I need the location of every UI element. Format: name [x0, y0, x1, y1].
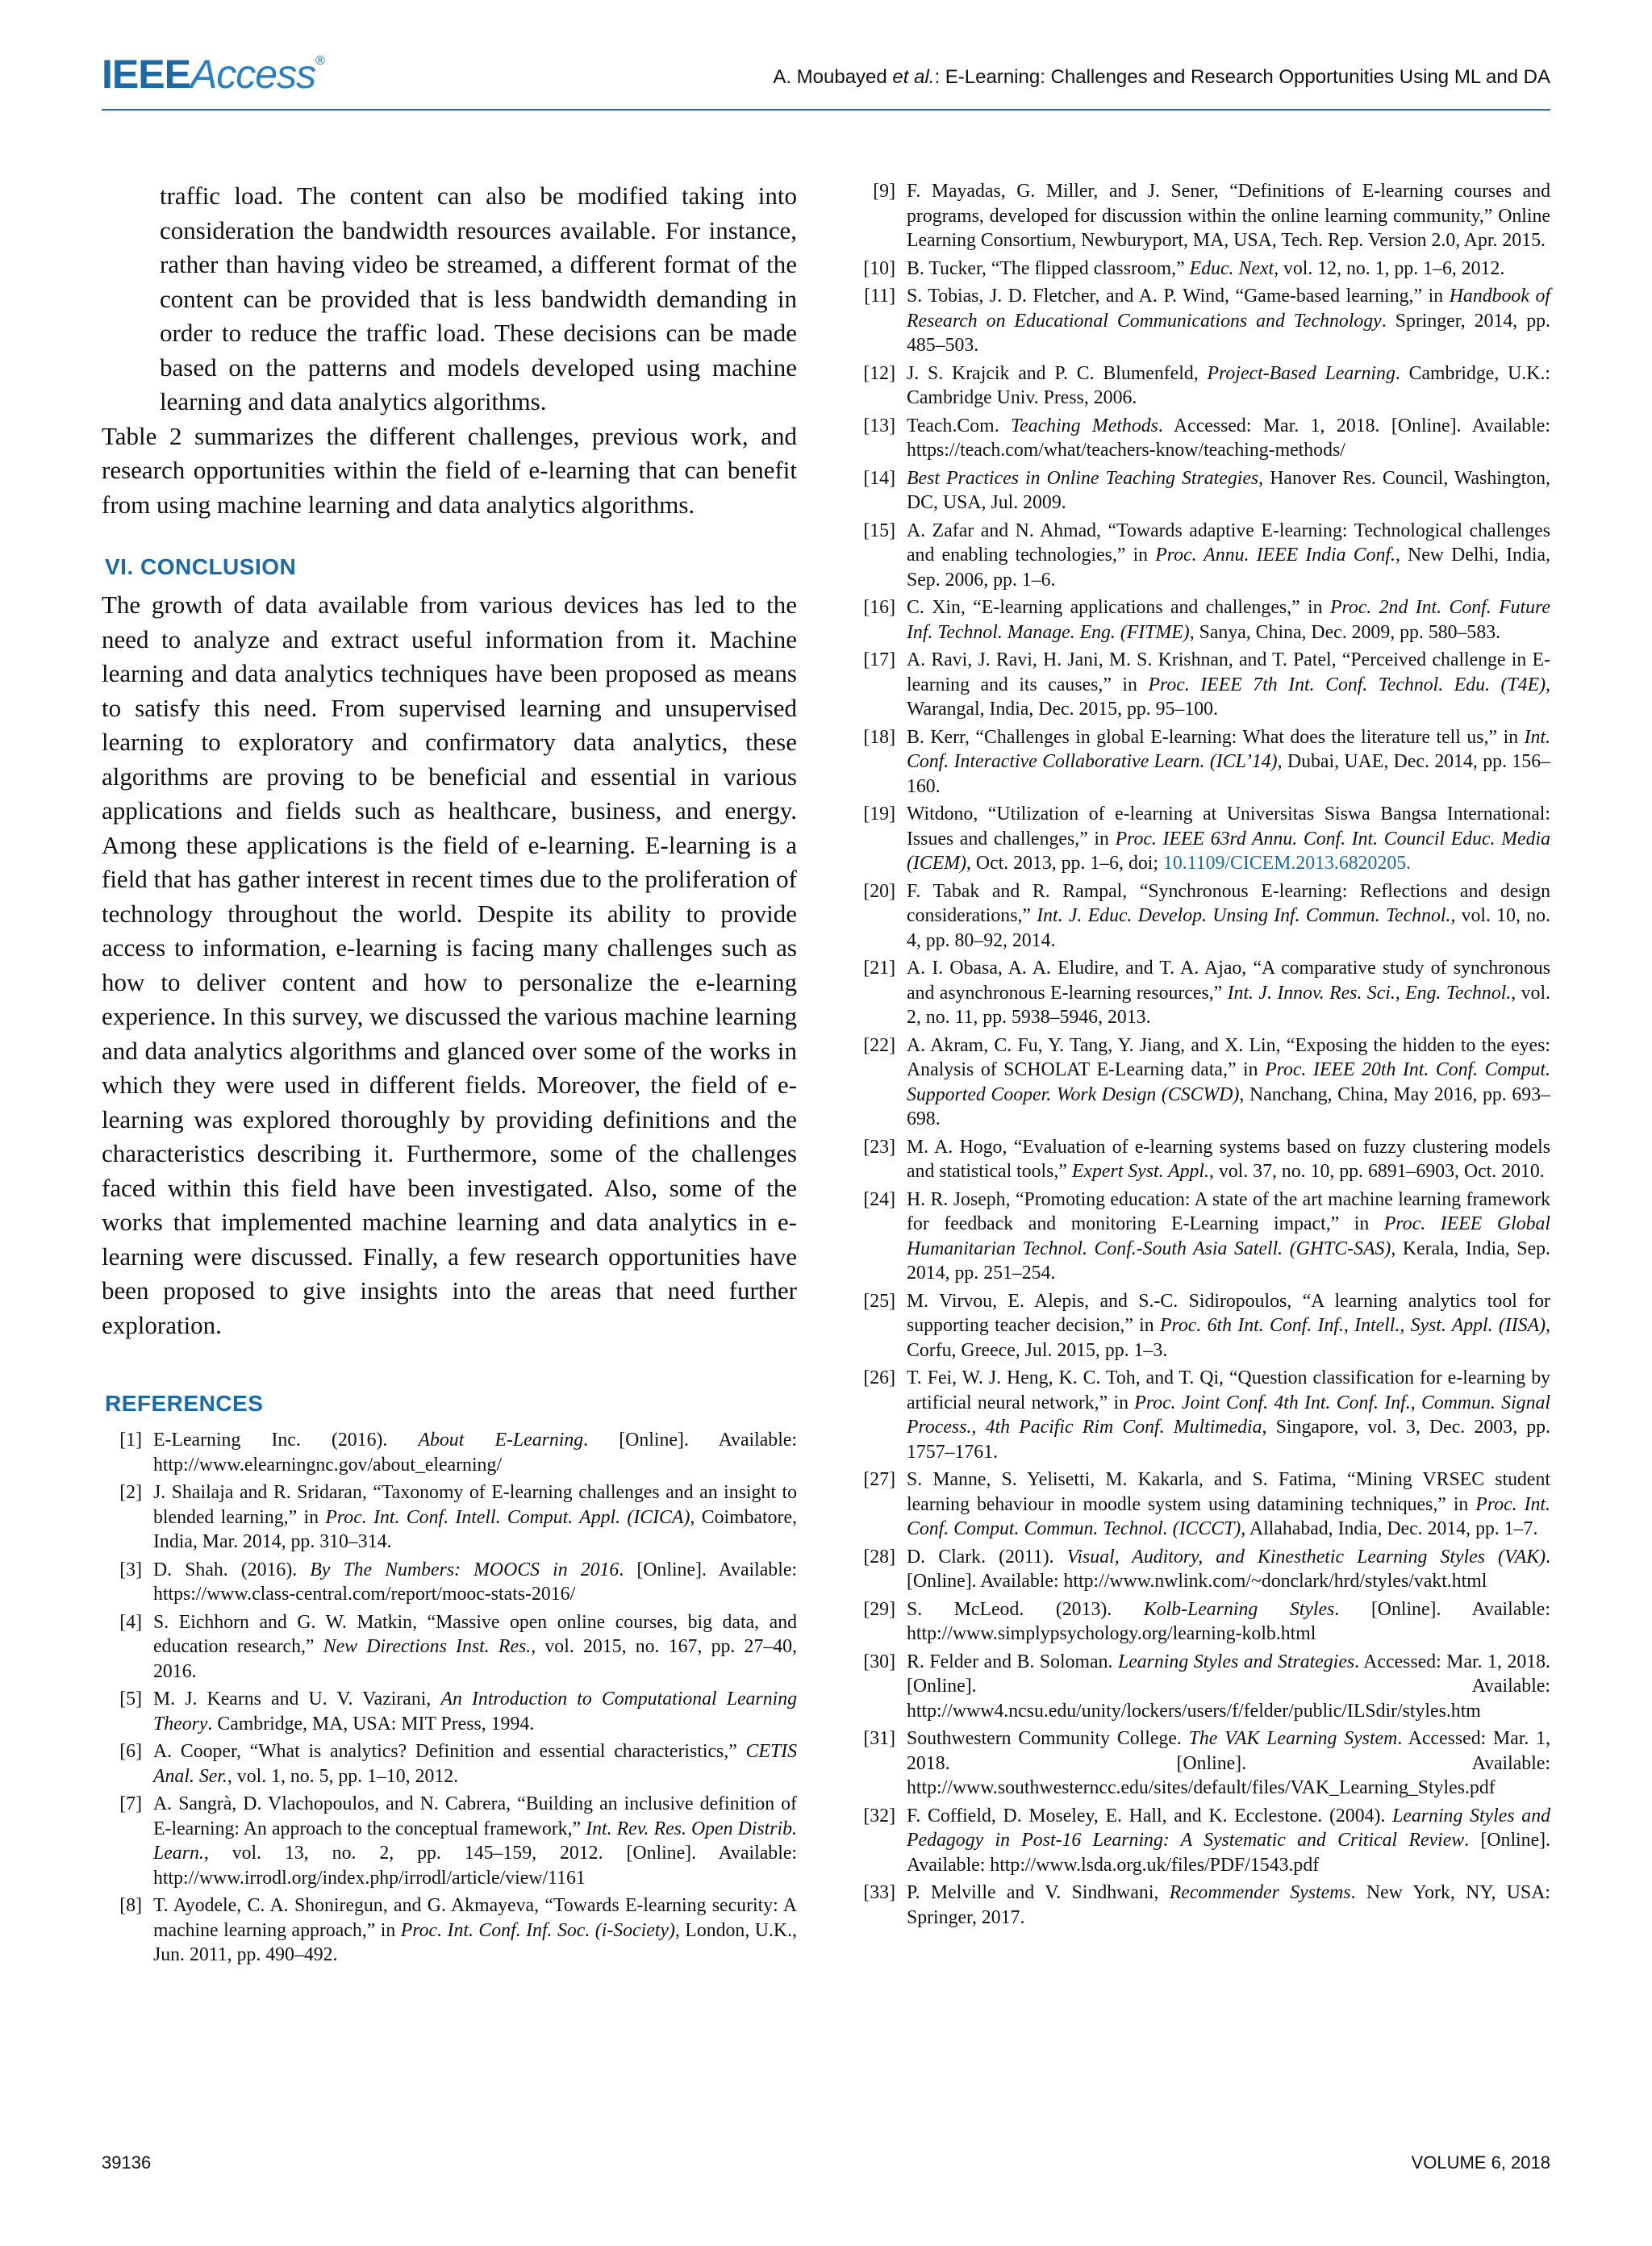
- header-rule: [102, 109, 1550, 111]
- reference-number: [24]: [863, 1188, 895, 1210]
- reference-venue: Proc. IEEE 7th Int. Conf. Technol. Edu. (T4E): [1148, 674, 1546, 695]
- reference-text: [907, 179, 1550, 253]
- reference-item: [102, 1739, 797, 1789]
- reference-text: [153, 1558, 797, 1607]
- reference-segment: Southwestern Community College.: [907, 1728, 1189, 1749]
- reference-item: [855, 1650, 1550, 1724]
- reference-item: [855, 879, 1550, 954]
- reference-text: [153, 1792, 797, 1890]
- reference-text: [907, 519, 1550, 593]
- reference-number: [18]: [863, 726, 895, 748]
- reference-venue: Expert Syst. Appl.: [1071, 1161, 1209, 1182]
- reference-number: [7]: [119, 1793, 142, 1814]
- reference-number: [15]: [863, 520, 895, 541]
- reference-item: [855, 595, 1550, 645]
- reference-item: [102, 1687, 797, 1736]
- reference-venue: Proc. 6th Int. Conf. Inf., Intell., Syst. Appl. (IISA): [1160, 1315, 1546, 1336]
- reference-segment: , Dubai, UAE, Dec. 2014, pp. 156–160.: [907, 751, 1551, 797]
- reference-item: [855, 1726, 1550, 1801]
- reference-text: [153, 1739, 797, 1789]
- reference-segment: Teach.Com.: [907, 415, 1012, 436]
- reference-venue: The VAK Learning System: [1188, 1728, 1398, 1749]
- reference-item: [855, 1188, 1550, 1286]
- reference-segment: . [Online]. Available: http://www.simplypsychology.org/learning-kolb.html: [907, 1598, 1550, 1644]
- reference-segment: , Oct. 2013, pp. 1–6, doi;: [966, 853, 1163, 874]
- reference-segment: A. Cooper, “What is analytics? Definition and essential characteristics,”: [153, 1741, 746, 1762]
- reference-venue: Learning Styles and Strategies: [1117, 1651, 1355, 1672]
- reference-segment: . New York, NY, USA: Springer, 2017.: [907, 1882, 1551, 1928]
- reference-segment: , Coimbatore, India, Mar. 2014, pp. 310–314.: [153, 1506, 797, 1552]
- reference-segment: E-Learning Inc. (2016).: [153, 1430, 419, 1451]
- reference-number: [5]: [119, 1689, 142, 1710]
- reference-venue: Int. Conf. Interactive Collaborative Learn. (ICL’14): [907, 726, 1550, 772]
- reference-text: [907, 1467, 1550, 1542]
- reference-text: [153, 1428, 797, 1477]
- reference-text: [907, 257, 1550, 282]
- reference-text: [907, 1545, 1550, 1594]
- reference-segment: B. Kerr, “Challenges in global E-learning: What does the literature tell us,” in: [907, 726, 1525, 748]
- reference-text: [153, 1480, 797, 1555]
- ieee-access-logo: [102, 50, 324, 98]
- reference-venue: Proc. IEEE Global Humanitarian Technol. Conf.-South Asia Satell. (GHTC-SAS): [907, 1213, 1550, 1259]
- reference-number: [2]: [119, 1482, 142, 1503]
- reference-number: [27]: [863, 1469, 895, 1490]
- reference-segment: , Nanchang, China, May 2016, pp. 693–698.: [907, 1083, 1550, 1129]
- reference-item: [855, 802, 1550, 876]
- reference-segment: A. Akram, C. Fu, Y. Tang, Y. Jiang, and X. Lin, “Exposing the hidden to the eyes: Analysis of SCHOLAT E-Learning data,” in: [907, 1034, 1550, 1080]
- reference-segment: H. R. Joseph, “Promoting education: A state of the art machine learning framework for feedback and monitoring E-Learning impact,” in: [907, 1188, 1550, 1234]
- reference-number: [19]: [863, 804, 895, 825]
- reference-number: [1]: [119, 1430, 142, 1451]
- reference-segment: , vol. 2015, no. 167, pp. 27–40, 2016.: [153, 1636, 798, 1682]
- reference-number: [4]: [119, 1611, 142, 1633]
- reference-text: [907, 466, 1550, 516]
- reference-item: [855, 284, 1550, 358]
- volume-label: VOLUME 6, 2018: [1411, 2152, 1550, 2173]
- references-heading: REFERENCES: [105, 1391, 264, 1416]
- reference-segment: , Kerala, India, Sep. 2014, pp. 251–254.: [907, 1238, 1550, 1284]
- reference-segment: M. J. Kearns and U. V. Vazirani,: [153, 1689, 441, 1710]
- reference-segment: B. Tucker, “The flipped classroom,”: [907, 257, 1190, 279]
- reference-segment: Witdono, “Utilization of e-learning at Universitas Siswa Bangsa International: Issues and challenges,” in: [907, 804, 1550, 850]
- reference-segment: S. Tobias, J. D. Fletcher, and A. P. Wind, “Game-based learning,” in: [907, 286, 1450, 307]
- reference-venue: Handbook of Research on Educational Communications and Technology: [907, 286, 1550, 332]
- reference-text: [907, 595, 1550, 645]
- reference-number: [13]: [863, 415, 895, 436]
- reference-item: [855, 648, 1550, 722]
- reference-venue: Proc. Joint Conf. 4th Int. Conf. Inf., Commun. Signal Process., 4th Pacific Rim Conf. Multimedia: [907, 1392, 1550, 1438]
- reference-venue: Teaching Methods: [1011, 415, 1158, 436]
- reference-segment: M. A. Hogo, “Evaluation of e-learning systems based on fuzzy clustering models and statistical tools,”: [907, 1136, 1550, 1182]
- reference-venue: Proc. Int. Conf. Comput. Commun. Technol. (ICCCT): [907, 1493, 1550, 1539]
- reference-venue: Proc. 2nd Int. Conf. Future Inf. Technol. Manage. Eng. (FITME): [907, 597, 1550, 643]
- reference-item: [855, 519, 1550, 593]
- reference-venue: Learning Styles and Pedagogy in Post-16 Learning: A Systematic and Critical Review: [907, 1805, 1550, 1851]
- page-number: 39136: [102, 2152, 152, 2173]
- reference-segment: J. S. Krajcik and P. C. Blumenfeld,: [907, 362, 1208, 384]
- reference-item: [102, 1792, 797, 1890]
- reference-number: [12]: [863, 362, 895, 384]
- reference-venue: Int. J. Educ. Develop. Unsing Inf. Commun. Technol.: [1037, 905, 1451, 926]
- reference-number: [8]: [119, 1895, 142, 1916]
- reference-segment: F. Coffield, D. Moseley, E. Hall, and K. Ecclestone. (2004).: [907, 1805, 1393, 1826]
- reference-segment: M. Virvou, E. Alepis, and S.-C. Sidiropoulos, “A learning analytics tool for supporting teacher decision,” in: [907, 1290, 1550, 1336]
- reference-text: [907, 1033, 1550, 1132]
- reference-segment: . [Online]. Available: http://www.nwlink.com/~donclark/hrd/styles/vakt.html: [907, 1546, 1551, 1592]
- reference-segment: A. I. Obasa, A. A. Eludire, and T. A. Ajao, “A comparative study of synchronous and asynchronous E-learning resources,”: [907, 958, 1550, 1004]
- reference-venue: Best Practices in Online Teaching Strategies: [907, 467, 1259, 489]
- continued-paragraph: traffic load. The content can also be modified taking into consideration the bandwidth resources available. For instance, rather than having video be streamed, a different format of the content can be provided that is less bandwidth demanding in order to reduce the traffic load. These decisions can be made based on the patterns and models developed using machine learning and data analytics algorithms.: [160, 182, 797, 415]
- reference-segment: . [Online]. Available: https://www.class-central.com/report/mooc-stats-2016/: [153, 1559, 797, 1605]
- reference-venue: Proc. IEEE 63rd Annu. Conf. Int. Council Educ. Media (ICEM): [907, 828, 1550, 874]
- reference-segment: S. McLeod. (2013).: [907, 1598, 1144, 1620]
- reference-number: [20]: [863, 880, 895, 902]
- reference-number: [22]: [863, 1034, 895, 1056]
- reference-segment: , Allahabad, India, Dec. 2014, pp. 1–7.: [1241, 1518, 1538, 1539]
- reference-segment: R. Felder and B. Soloman.: [907, 1651, 1118, 1672]
- logo-trademark: ®: [315, 54, 324, 68]
- conclusion-paragraph: The growth of data available from various devices has led to the need to analyze and extract useful information from it. Machine learning and data analytics techniques have been proposed as means to satisfy this need. From supervised learning and unsupervised learning to exploratory and confirmatory data analytics, these algorithms are proving to be beneficial and essential in various applications and fields such as healthcare, business, and energy. Among these applications is the field of e-learning. E-learning is a field that has gather interest in recent times due to the proliferation of technology throughout the world. Despite its ability to provide access to information, e-learning is facing many challenges such as how to deliver content and how to personalize the e-learning experience. In this survey, we discussed the various machine learning and data analytics algorithms and glanced over some of the works in which they were used in different fields. Moreover, the field of e-learning was explored thoroughly by providing definitions and the characteristics describing it. Furthermore, some of the challenges faced within this field have been investigated. Also, some of the works that implemented machine learning and data analytics in e-learning were discussed. Finally, a few research opportunities have been proposed to give insights into the areas that need further exploration.: [102, 591, 797, 1339]
- reference-list-left: [102, 1428, 797, 1968]
- reference-text: [907, 1366, 1550, 1464]
- reference-text: [907, 802, 1550, 876]
- conclusion-heading: VI. CONCLUSION: [105, 554, 297, 579]
- reference-item: [855, 1366, 1550, 1464]
- reference-text: [907, 1650, 1550, 1724]
- reference-item: [102, 1893, 797, 1968]
- reference-item: [855, 1545, 1550, 1594]
- reference-item: [102, 1610, 797, 1684]
- reference-segment: , vol. 37, no. 10, pp. 6891–6903, Oct. 2010.: [1208, 1161, 1545, 1182]
- reference-segment: , Warangal, India, Dec. 2015, pp. 95–100.: [907, 674, 1550, 720]
- reference-number: [16]: [863, 597, 895, 618]
- reference-venue: New Directions Inst. Res.: [323, 1636, 532, 1657]
- reference-text: [907, 1597, 1550, 1647]
- reference-venue: An Introduction to Computational Learning Theory: [153, 1689, 797, 1735]
- reference-venue: About E-Learning: [418, 1430, 584, 1451]
- reference-venue: Int. Rev. Res. Open Distrib. Learn.: [153, 1818, 797, 1864]
- reference-number: [14]: [863, 467, 895, 489]
- running-head-title: : E-Learning: Challenges and Research Opportunities Using ML and DA: [934, 66, 1550, 88]
- reference-text: [907, 1289, 1550, 1363]
- reference-segment: , Hanover Res. Council, Washington, DC, USA, Jul. 2009.: [907, 467, 1550, 513]
- reference-text: [907, 414, 1550, 463]
- reference-text: [153, 1893, 797, 1968]
- reference-segment: S. Manne, S. Yelisetti, M. Kakarla, and S. Fatima, “Mining VRSEC student learning behaviour in moodle system using datamining techniques,” in: [907, 1469, 1550, 1515]
- reference-item: [855, 1597, 1550, 1647]
- reference-segment: , vol. 13, no. 2, pp. 145–159, 2012. [Online]. Available: http://www.irrodl.org/index.php/irrodl/article/view/1161: [153, 1843, 797, 1889]
- reference-text: [907, 725, 1550, 799]
- reference-venue: Proc. Annu. IEEE India Conf.: [1155, 545, 1395, 566]
- reference-segment: , vol. 2, no. 11, pp. 5938–5946, 2013.: [907, 982, 1551, 1028]
- reference-venue: Kolb-Learning Styles: [1143, 1598, 1335, 1620]
- reference-text: [907, 1881, 1550, 1930]
- reference-segment: S. Eichhorn and G. W. Matkin, “Massive open online courses, big data, and education research,”: [153, 1611, 797, 1657]
- reference-item: [102, 1428, 797, 1477]
- reference-number: [17]: [863, 649, 895, 670]
- reference-segment: . [Online]. Available: http://www.elearningnc.gov/about_elearning/: [153, 1430, 797, 1476]
- reference-number: [11]: [864, 286, 895, 307]
- reference-text: [907, 956, 1550, 1030]
- reference-text: [907, 1726, 1550, 1801]
- reference-segment: A. Sangrà, D. Vlachopoulos, and N. Cabrera, “Building an inclusive definition of E-learning: An approach to the conceptual framework,”: [153, 1793, 797, 1839]
- reference-segment: J. Shailaja and R. Sridaran, “Taxonomy of E-learning challenges and an insight to blended learning,” in: [153, 1482, 797, 1528]
- reference-segment: D. Shah. (2016).: [153, 1559, 311, 1580]
- running-head-etal: et al.: [892, 66, 935, 88]
- reference-segment: , New Delhi, India, Sep. 2006, pp. 1–6.: [907, 545, 1550, 591]
- reference-number: [32]: [863, 1805, 895, 1826]
- reference-segment: . [Online]. Available: http://www.lsda.org.uk/files/PDF/1543.pdf: [907, 1830, 1551, 1876]
- reference-number: [33]: [863, 1882, 895, 1903]
- table-summary-paragraph: Table 2 summarizes the different challenges, previous work, and research opportunities within the field of e-learning that can benefit from using machine learning and data analytics algorithms.: [102, 421, 797, 519]
- reference-item: [855, 1135, 1550, 1184]
- reference-item: [855, 466, 1550, 516]
- reference-item: [855, 1033, 1550, 1132]
- reference-venue: CETIS Anal. Ser.: [153, 1741, 797, 1787]
- running-head-authors: A. Moubayed: [773, 66, 893, 88]
- reference-item: [855, 956, 1550, 1030]
- reference-venue: Visual, Auditory, and Kinesthetic Learning Styles (VAK): [1066, 1546, 1546, 1568]
- reference-venue: Educ. Next: [1189, 257, 1274, 279]
- reference-segment: C. Xin, “E-learning applications and challenges,” in: [907, 597, 1330, 618]
- reference-item: [855, 725, 1550, 799]
- reference-segment: . Springer, 2014, pp. 485–503.: [907, 310, 1550, 356]
- reference-text: [907, 879, 1550, 954]
- reference-text: [153, 1687, 797, 1736]
- reference-number: [26]: [863, 1367, 895, 1388]
- reference-item: [855, 1467, 1550, 1542]
- reference-venue: Proc. Int. Conf. Intell. Comput. Appl. (ICICA): [325, 1506, 690, 1528]
- reference-item: [855, 414, 1550, 463]
- reference-text: [907, 284, 1550, 358]
- reference-text: [907, 1135, 1550, 1184]
- reference-number: [3]: [119, 1559, 142, 1580]
- reference-venue: Int. J. Innov. Res. Sci., Eng. Technol.: [1227, 982, 1512, 1004]
- reference-item: [855, 1804, 1550, 1878]
- reference-segment: . Accessed: Mar. 1, 2018. [Online]. Available: http://www.southwesterncc.edu/sites/default/files/VAK_Learning_Styles.pdf: [907, 1728, 1550, 1798]
- reference-segment: . Accessed: Mar. 1, 2018. [Online]. Available: http://www4.ncsu.edu/unity/lockers/users/f/felder/public/ILSdir/styles.htm: [907, 1651, 1550, 1722]
- reference-venue: Recommender Systems: [1169, 1882, 1351, 1903]
- reference-segment: , vol. 1, no. 5, pp. 1–10, 2012.: [227, 1765, 459, 1787]
- reference-segment: , Singapore, vol. 3, Dec. 2003, pp. 1757–1761.: [907, 1417, 1550, 1463]
- reference-number: [9]: [873, 181, 895, 202]
- running-head: [773, 66, 1550, 89]
- reference-segment: F. Tabak and R. Rampal, “Synchronous E-learning: Reflections and design considerations,”: [907, 880, 1550, 926]
- reference-segment: , vol. 12, no. 1, pp. 1–6, 2012.: [1274, 257, 1505, 279]
- reference-segment: . Cambridge, MA, USA: MIT Press, 1994.: [207, 1713, 535, 1735]
- left-column: [102, 179, 797, 1971]
- reference-segment: , Sanya, China, Dec. 2009, pp. 580–583.: [1189, 621, 1501, 643]
- reference-text: [907, 361, 1550, 411]
- reference-venue: Proc. Int. Conf. Inf. Soc. (i-Society): [400, 1919, 675, 1941]
- reference-number: [6]: [119, 1741, 142, 1762]
- reference-segment: . Accessed: Mar. 1, 2018. [Online]. Available: https://teach.com/what/teachers-know/teaching-methods/: [907, 415, 1550, 461]
- logo-access: Access: [190, 52, 316, 97]
- reference-number: [23]: [863, 1136, 895, 1158]
- reference-text: [907, 1188, 1550, 1286]
- reference-segment: F. Mayadas, G. Miller, and J. Sener, “Definitions of E-learning courses and programs, developed for discussion within the online learning community,” Online Learning Consortium, Newburyport, MA, USA, Tech. Rep. Version 2.0, Apr. 2015.: [907, 181, 1550, 251]
- reference-list-right: [855, 179, 1550, 1930]
- reference-segment: A. Ravi, J. Ravi, H. Jani, M. S. Krishnan, and T. Patel, “Perceived challenge in E-learning and its causes,” in: [907, 649, 1550, 695]
- reference-venue: Proc. IEEE 20th Int. Conf. Comput. Supported Cooper. Work Design (CSCWD): [907, 1059, 1550, 1105]
- right-column: [855, 179, 1550, 1933]
- reference-segment: , Corfu, Greece, Jul. 2015, pp. 1–3.: [907, 1315, 1550, 1361]
- reference-segment: T. Ayodele, C. A. Shoniregun, and G. Akmayeva, “Towards E-learning security: A machine learning approach,” in: [153, 1895, 797, 1941]
- reference-segment: P. Melville and V. Sindhwani,: [907, 1882, 1170, 1903]
- reference-number: [31]: [863, 1728, 895, 1749]
- reference-number: [29]: [863, 1598, 895, 1620]
- reference-item: [855, 1881, 1550, 1930]
- reference-item: [855, 1289, 1550, 1363]
- reference-number: [10]: [863, 257, 895, 279]
- reference-segment: A. Zafar and N. Ahmad, “Towards adaptive E-learning: Technological challenges and enabling technologies,” in: [907, 520, 1550, 566]
- reference-item: [102, 1558, 797, 1607]
- reference-number: [30]: [863, 1651, 895, 1672]
- reference-item: [102, 1480, 797, 1555]
- reference-segment: D. Clark. (2011).: [907, 1546, 1067, 1568]
- reference-item: [855, 257, 1550, 282]
- page-header: [102, 50, 1550, 98]
- reference-number: [25]: [863, 1290, 895, 1312]
- reference-number: [28]: [863, 1546, 895, 1568]
- reference-segment: , vol. 10, no. 4, pp. 80–92, 2014.: [907, 905, 1550, 951]
- reference-segment: , London, U.K., Jun. 2011, pp. 490–492.: [153, 1919, 797, 1965]
- logo-ieee: IEEE: [102, 52, 190, 97]
- reference-venue: Project-Based Learning: [1207, 362, 1395, 384]
- reference-item: [855, 179, 1550, 253]
- reference-text: [153, 1610, 797, 1684]
- reference-segment: . Cambridge, U.K.: Cambridge Univ. Press, 2006.: [907, 362, 1551, 408]
- reference-segment: T. Fei, W. J. Heng, K. C. Toh, and T. Qi, “Question classification for e-learning by artificial neural network,” in: [907, 1367, 1550, 1413]
- reference-venue: By The Numbers: MOOCS in 2016: [310, 1559, 620, 1580]
- reference-text: [907, 1804, 1550, 1878]
- reference-number: [21]: [863, 958, 895, 979]
- reference-item: [855, 361, 1550, 411]
- reference-text: [907, 648, 1550, 722]
- doi-link[interactable]: 10.1109/CICEM.2013.6820205.: [1162, 853, 1412, 874]
